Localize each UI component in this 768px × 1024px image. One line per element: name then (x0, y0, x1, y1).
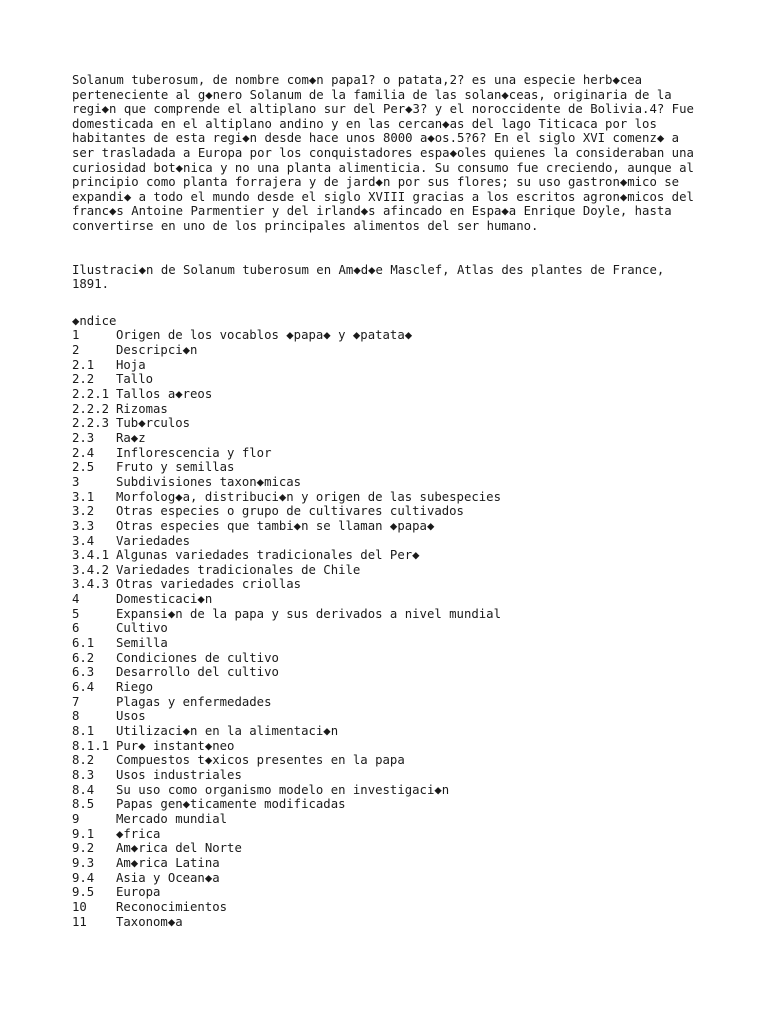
toc-entry-number: 9.4 (72, 870, 95, 885)
toc-entry (72, 665, 702, 680)
toc-entry-number: 2.2.1 (72, 386, 110, 401)
toc-entry-number: 8.1 (72, 724, 95, 739)
toc-entry-number: 9.3 (72, 855, 95, 870)
toc-entry-number: 7 (72, 694, 80, 709)
toc-entry (72, 460, 702, 475)
toc-entry-title: Su uso como organismo modelo en investigaci◆n (116, 782, 450, 797)
toc-entry (72, 709, 702, 724)
toc-entry (72, 812, 702, 827)
toc-entry-title: Descripci◆n (116, 342, 198, 357)
toc-entry-title: Tub◆rculos (116, 416, 191, 431)
toc-entry-title: Utilizaci◆n en la alimentaci◆n (116, 724, 339, 739)
toc-entry-number: 9.5 (72, 885, 95, 900)
toc-entry-number: 6 (72, 621, 80, 636)
toc-entry-number: 6.1 (72, 636, 95, 651)
toc-entry-title: Compuestos t◆xicos presentes en la papa (116, 753, 405, 768)
toc-entry-number: 2.1 (72, 357, 95, 372)
toc-entry (72, 416, 702, 431)
toc-entry-title: Otras variedades criollas (116, 577, 302, 592)
toc-entry-number: 9.1 (72, 826, 95, 841)
toc-entry-number: 2 (72, 342, 80, 357)
toc-entry-number: 2.2.3 (72, 416, 110, 431)
toc-entry-number: 8.4 (72, 782, 95, 797)
toc-entry (72, 739, 702, 754)
toc-entry-title: Fruto y semillas (116, 460, 235, 475)
toc-entry (72, 695, 702, 710)
toc-entry-title: Taxonom◆a (116, 914, 183, 929)
toc-entry-title: Mercado mundial (116, 811, 228, 826)
toc-entry (72, 871, 702, 886)
toc-entry-number: 10 (72, 899, 87, 914)
toc-entry (72, 680, 702, 695)
toc-entry-number: 3.2 (72, 504, 95, 519)
toc-entry-title: Am◆rica del Norte (116, 841, 242, 856)
toc-entry-title: Variedades tradicionales de Chile (116, 562, 361, 577)
toc-entry (72, 358, 702, 373)
toc-entry-number: 3.4.2 (72, 562, 110, 577)
intro-paragraph: Solanum tuberosum, de nombre com◆n papa1? o patata,2? es una especie herb◆cea perteneciente al g◆nero Solanum de la familia de las solan◆ceas, originaria de la regi◆n que comprende el altiplano sur del Per◆3? y el noroccidente de Bolivia.4? Fue domesticada en el altiplano andino y en las cercan◆as del lago Titicaca por los habitantes de esta regi◆n desde hace unos 8000 a◆os.5?6? En el siglo XVI comenz◆ a ser trasladada a Europa por los conquistadores espa◆oles quienes la consideraban una curiosidad bot◆nica y no una planta alimenticia. Su consumo fue creciendo, aunque al principio como planta forrajera y de jard◆n por sus flores; su uso gastron◆mico se expandi◆ a todo el mundo desde el siglo XVIII gracias a los escritos agron◆micos del franc◆s Antoine Parmentier y del irland◆s afincado en Espa◆a Enrique Doyle, hasta convertirse en uno de los principales alimentos del ser humano. (72, 73, 694, 233)
toc-entry (72, 446, 702, 461)
toc-entry (72, 534, 702, 549)
toc-entry-number: 2.4 (72, 445, 95, 460)
toc-entry (72, 783, 702, 798)
toc-entry-title: Subdivisiones taxon◆micas (116, 474, 302, 489)
toc-entry-number: 3.4.1 (72, 548, 110, 563)
toc-entry-title: Semilla (116, 636, 168, 651)
toc-entry-number: 2.5 (72, 460, 95, 475)
toc-entry (72, 402, 702, 417)
toc-entry-title: Usos industriales (116, 768, 242, 782)
toc-entry (72, 563, 702, 578)
toc-entry-number: 3.4.3 (72, 577, 110, 592)
toc-entry (72, 621, 702, 636)
toc-entry-number: 6.4 (72, 680, 95, 695)
toc-entry-number: 6.2 (72, 650, 95, 665)
illustration-caption: Ilustraci◆n de Solanum tuberosum en Am◆d◆e Masclef, Atlas des plantes de France, 1891. (72, 262, 665, 292)
toc-entry-title: Expansi◆n de la papa y sus derivados a nivel mundial (116, 606, 501, 621)
toc-entry-title: Algunas variedades tradicionales del Per◆ (116, 548, 420, 563)
toc-entry-title: Reconocimientos (116, 899, 228, 914)
toc-entry-number: 9.2 (72, 841, 95, 856)
toc-entry (72, 577, 702, 592)
toc-entry (72, 475, 702, 490)
toc-entry (72, 900, 702, 915)
toc-entry-number: 3.4 (72, 533, 95, 548)
toc-entry (72, 592, 702, 607)
toc-entry-title: Plagas y enfermedades (116, 694, 272, 709)
toc-entry (72, 519, 702, 534)
toc-entry-number: 2.3 (72, 430, 95, 445)
toc-entry (72, 387, 702, 402)
toc-entry-number: 2.2.2 (72, 401, 110, 416)
toc-entry (72, 724, 702, 739)
toc-entry-title: Inflorescencia y flor (116, 445, 272, 460)
toc-entry-title: Tallos a◆reos (116, 386, 213, 401)
toc-entry (72, 636, 702, 651)
toc-entry-title: Riego (116, 680, 154, 695)
toc-entry-number: 5 (72, 606, 80, 621)
toc-entry-number: 2.2 (72, 372, 95, 387)
toc-entry-number: 1 (72, 328, 80, 343)
toc-entry-title: Morfolog◆a, distribuci◆n y origen de las subespecies (116, 489, 501, 504)
toc-entry-number: 8.3 (72, 768, 95, 782)
toc-entry (72, 607, 702, 622)
toc-entry-number: 6.3 (72, 665, 95, 680)
toc-entry-title: Rizomas (116, 401, 168, 416)
document-page (72, 68, 702, 929)
toc-entry (72, 504, 702, 519)
toc-entry-title: Am◆rica Latina (116, 855, 220, 870)
toc-entry-number: 9 (72, 811, 80, 826)
toc-entry-title: Usos (116, 709, 146, 724)
toc-entry (72, 548, 702, 563)
toc-entry-number: 4 (72, 592, 80, 607)
toc-entry (72, 768, 702, 783)
toc-entry-title: Domesticaci◆n (116, 592, 213, 607)
toc-entry (72, 372, 702, 387)
toc-entry (72, 490, 702, 505)
toc-entry-title: Desarrollo del cultivo (116, 665, 279, 680)
toc-entry-number: 8.2 (72, 753, 95, 768)
toc-entry-title: Origen de los vocablos ◆papa◆ y ◆patata◆ (116, 328, 413, 343)
toc-entry-title: Ra◆z (116, 430, 146, 445)
toc-entry (72, 328, 702, 343)
toc-entry-number: 8.1.1 (72, 738, 110, 753)
toc-entry-title: Europa (116, 885, 161, 900)
toc-entry-title: Asia y Ocean◆a (116, 870, 220, 885)
toc-entry-title: Cultivo (116, 621, 168, 636)
toc-entry-title: Pur◆ instant◆neo (116, 738, 235, 753)
toc-entry (72, 915, 702, 930)
toc-entry (72, 841, 702, 856)
toc-entry (72, 651, 702, 666)
toc-entry-number: 3.1 (72, 489, 95, 504)
toc-entry-number: 11 (72, 914, 87, 929)
toc-entry (72, 827, 702, 842)
toc-entry-number: 8 (72, 709, 80, 724)
toc-entry (72, 431, 702, 446)
toc-entry-title: Condiciones de cultivo (116, 650, 279, 665)
toc-entry-title: Papas gen◆ticamente modificadas (116, 797, 346, 812)
toc-entry (72, 343, 702, 358)
table-of-contents (72, 328, 702, 929)
toc-heading: ◆ndice (72, 313, 117, 328)
toc-entry (72, 797, 702, 812)
toc-entry-number: 3 (72, 474, 80, 489)
toc-entry (72, 856, 702, 871)
toc-entry-number: 8.5 (72, 797, 95, 812)
toc-entry (72, 885, 702, 900)
toc-entry-title: Hoja (116, 357, 146, 372)
toc-entry-title: Otras especies o grupo de cultivares cultivados (116, 504, 464, 519)
toc-entry-title: Tallo (116, 372, 154, 387)
toc-entry-title: Otras especies que tambi◆n se llaman ◆papa◆ (116, 518, 435, 533)
toc-entry-title: ◆frica (116, 826, 161, 841)
toc-entry (72, 753, 702, 768)
toc-entry-number: 3.3 (72, 518, 95, 533)
toc-entry-title: Variedades (116, 533, 191, 548)
